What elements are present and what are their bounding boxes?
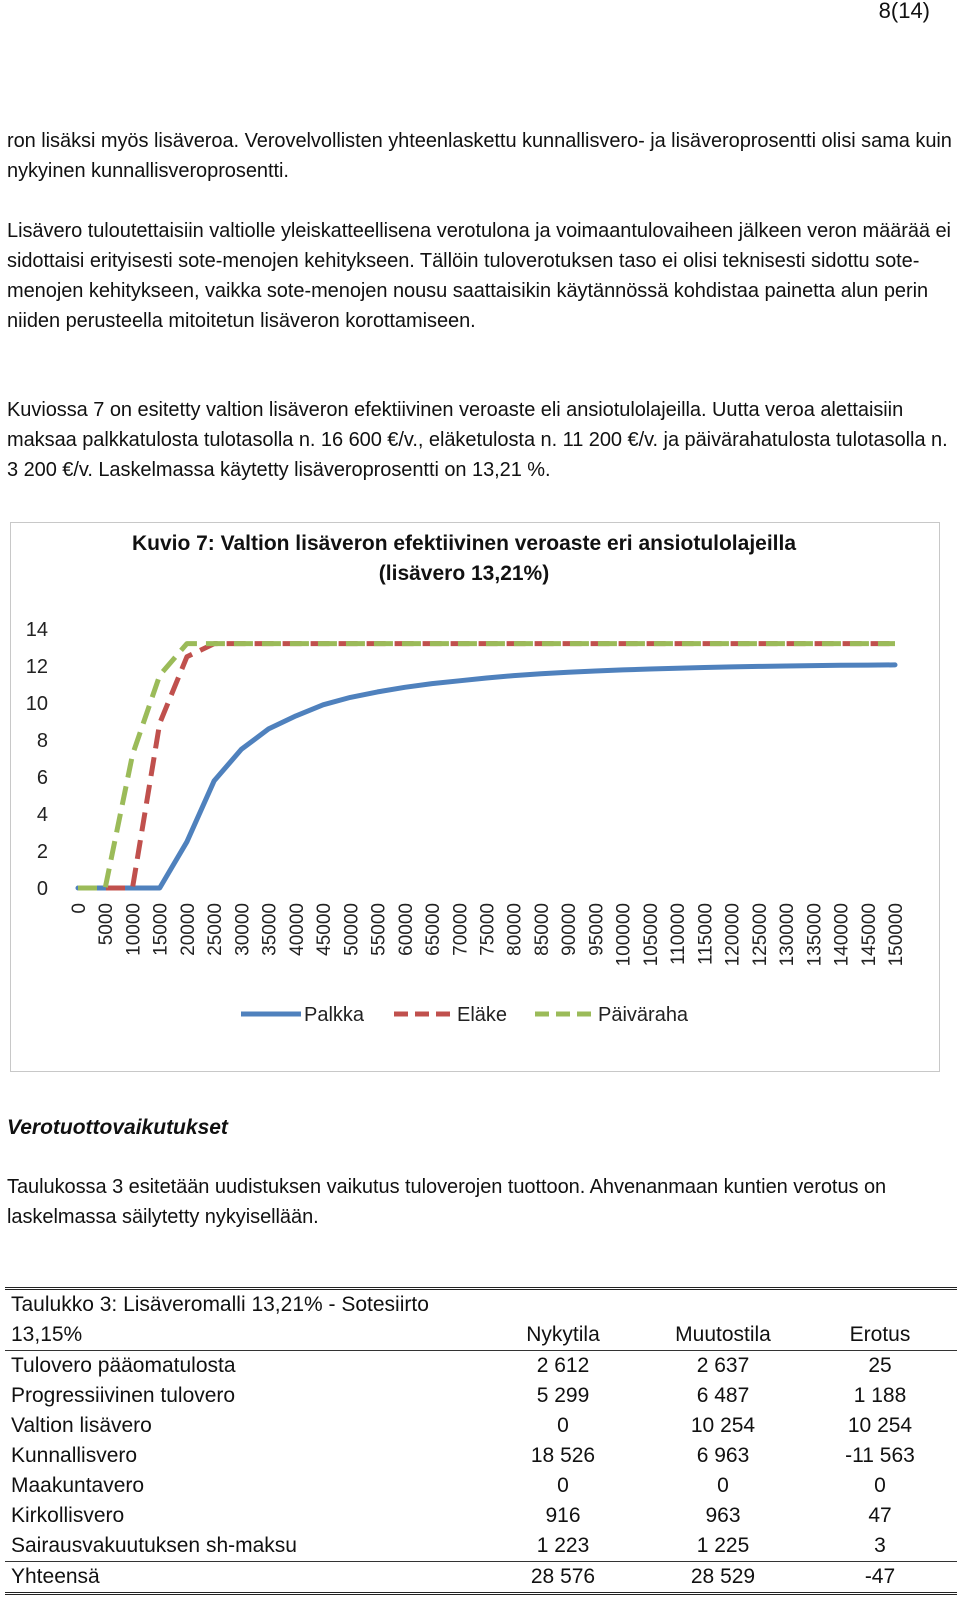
paragraph-1: ron lisäksi myös lisäveroa. Verovelvollisten yhteenlaskettu kunnallisvero- ja lisäveroprosentti olisi sama kuin nykyinen kunnallisveroprosentti. <box>7 130 952 182</box>
row-label: Progressiivinen tulovero <box>11 1384 236 1407</box>
cell-value: 2 637 <box>696 1354 750 1377</box>
chart-frame <box>10 522 940 1072</box>
y-tick-label: 8 <box>36 730 48 752</box>
x-tick-label: 35000 <box>259 903 281 956</box>
series-line-palkka <box>78 665 895 888</box>
x-tick-label: 110000 <box>668 903 690 965</box>
cell-value: -47 <box>803 1562 957 1594</box>
row-label: Valtion lisävero <box>11 1414 152 1437</box>
legend-label-eläke: Eläke <box>457 1004 508 1026</box>
paragraph-4: Taulukossa 3 esitetään uudistuksen vaikutus tuloverojen tuottoon. Ahvenanmaan kuntien verotus on laskelmassa säilytetty nykyisellään. <box>7 1176 887 1228</box>
x-tick-label: 5000 <box>96 903 118 946</box>
paragraph-3: Kuviossa 7 on esitetty valtion lisäveron efektiivinen veroaste eli ansiotulolajeilla. Uutta veroa alettaisiin maksaa palkkatulosta tulotasolla n. 16 600 €/v., eläketulosta n. 11 200 €/v. ja päivärahatulosta tulotasolla n. 3 200 €/v. Laskelmassa käytetty lisäveroprosentti on 13,21 %. <box>7 399 948 481</box>
x-tick-label: 80000 <box>504 903 526 956</box>
x-tick-label: 100000 <box>613 903 635 967</box>
x-tick-label: 85000 <box>531 903 553 956</box>
x-tick-label: 75000 <box>477 903 499 956</box>
x-tick-label: 20000 <box>177 903 199 956</box>
x-tick-label: 25000 <box>205 903 227 956</box>
cell-value: 0 <box>557 1474 569 1497</box>
y-tick-label: 6 <box>36 767 48 789</box>
row-label: Maakuntavero <box>11 1474 145 1497</box>
cell-value: 963 <box>705 1504 741 1527</box>
y-tick-label: 14 <box>25 619 48 641</box>
column-header-erotus: Erotus <box>803 1320 957 1351</box>
legend-label-päiväraha: Päiväraha <box>598 1004 689 1026</box>
x-tick-label: 90000 <box>559 903 581 956</box>
x-tick-label: 55000 <box>368 903 390 956</box>
chart-title-line-1: Kuvio 7: Valtion lisäveron efektiivinen veroaste eri ansiotulolajeilla <box>131 532 797 555</box>
y-tick-label: 12 <box>25 656 48 678</box>
chart-figure-7 <box>11 523 941 1073</box>
y-tick-label: 4 <box>36 804 48 826</box>
cell-value: 1 188 <box>853 1384 907 1407</box>
table-row <box>5 1471 957 1501</box>
page-number: 8(14) <box>878 0 930 23</box>
x-tick-label: 0 <box>69 903 90 914</box>
x-tick-label: 40000 <box>286 903 308 956</box>
table-row <box>5 1531 957 1562</box>
x-tick-label: 130000 <box>777 903 799 967</box>
y-tick-label: 10 <box>25 693 48 715</box>
column-header-nykytila: Nykytila <box>483 1320 643 1351</box>
x-tick-label: 15000 <box>150 903 172 956</box>
y-tick-label: 0 <box>36 878 48 900</box>
paragraph-2: Lisävero tuloutettaisiin valtiolle yleiskatteellisena verotulona ja voimaantulovaiheen jälkeen veron määrää ei sidottaisi erityisesti sote-menojen kehitykseen. Tällöin tuloverotuksen taso ei olisi teknisesti sidottu sote-menojen kehitykseen, vaikka sote-menojen nousu saattaisikin käytännössä kohdistaa painetta alun perin niiden perusteella mitoitetun lisäveron korottamiseen. <box>7 220 951 332</box>
cell-value: -11 563 <box>845 1444 915 1467</box>
cell-value: 28 529 <box>643 1562 803 1594</box>
x-tick-label: 45000 <box>314 903 336 956</box>
y-tick-label: 2 <box>36 841 48 863</box>
cell-value: 10 254 <box>847 1414 913 1437</box>
cell-value: 6 487 <box>696 1384 750 1407</box>
cell-value: 5 299 <box>536 1384 590 1407</box>
table-caption-line-2: 13,15% <box>5 1320 483 1351</box>
x-tick-label: 135000 <box>804 903 826 967</box>
cell-value: 25 <box>868 1354 892 1377</box>
x-tick-label: 50000 <box>341 903 363 956</box>
legend-label-palkka: Palkka <box>304 1004 365 1026</box>
cell-value: 28 576 <box>483 1562 643 1594</box>
cell-value: 6 963 <box>696 1444 750 1467</box>
cell-value: 0 <box>717 1474 729 1497</box>
x-tick-label: 125000 <box>749 903 771 967</box>
x-tick-label: 105000 <box>640 903 662 967</box>
table-3 <box>5 1287 957 1595</box>
x-tick-label: 145000 <box>858 903 880 967</box>
row-label: Kirkollisvero <box>11 1504 125 1527</box>
cell-value: 0 <box>557 1414 569 1437</box>
cell-value: 3 <box>874 1534 886 1557</box>
cell-value: 916 <box>545 1504 581 1527</box>
chart-title-line-2: (lisävero 13,21%) <box>378 562 550 585</box>
row-label: Kunnallisvero <box>11 1444 138 1467</box>
x-tick-label: 70000 <box>450 903 472 956</box>
table-row <box>5 1411 957 1441</box>
row-label: Sairausvakuutuksen sh-maksu <box>11 1534 297 1557</box>
x-tick-label: 140000 <box>831 903 853 967</box>
cell-value: 1 225 <box>696 1534 750 1557</box>
x-tick-label: 95000 <box>586 903 608 956</box>
x-tick-label: 60000 <box>395 903 417 956</box>
cell-value: 1 223 <box>536 1534 590 1557</box>
column-header-muutostila: Muutostila <box>643 1320 803 1351</box>
row-label: Tulovero pääomatulosta <box>11 1354 236 1377</box>
x-tick-label: 10000 <box>123 903 145 956</box>
section-heading: Verotuottovaikutukset <box>7 1116 228 1139</box>
cell-value: 10 254 <box>690 1414 756 1437</box>
x-tick-label: 115000 <box>695 903 717 965</box>
table-row <box>5 1351 957 1382</box>
table-caption-line-1: Taulukko 3: Lisäveromalli 13,21% - Sotesiirto <box>5 1289 483 1321</box>
cell-value: 47 <box>868 1504 892 1527</box>
cell-value: 0 <box>874 1474 886 1497</box>
x-tick-label: 150000 <box>886 903 907 967</box>
table-total-row <box>5 1562 957 1594</box>
cell-value: 18 526 <box>530 1444 596 1467</box>
table-row <box>5 1501 957 1531</box>
x-tick-label: 120000 <box>722 903 744 967</box>
x-tick-label: 65000 <box>423 903 445 956</box>
table-row <box>5 1441 957 1471</box>
table-row <box>5 1381 957 1411</box>
cell-value: 2 612 <box>536 1354 590 1377</box>
x-tick-label: 30000 <box>232 903 254 956</box>
row-label: Yhteensä <box>5 1562 483 1594</box>
